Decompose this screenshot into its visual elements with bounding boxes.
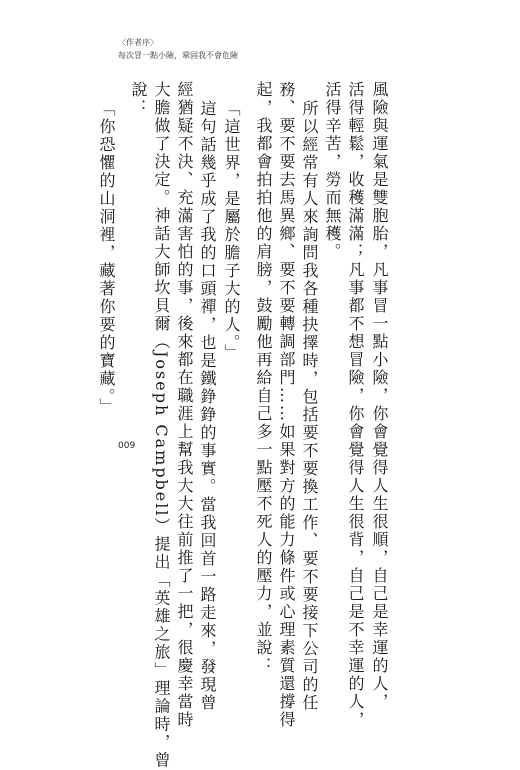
text-column-5: 務、要不要去馬異鄉、要不要轉調部門……如果對方的能力條件或心理素質還撐得 xyxy=(277,81,296,729)
text-column-7: 這句話幾乎成了我的口頭禪，也是鐵錚錚的事實。當我回首一路走來，發現曾 xyxy=(198,100,217,712)
text-column-6: 起，我都會拍拍他的肩膀，鼓勵他再給自己多一點壓不死人的壓力，並說： xyxy=(254,81,273,675)
text-column-8: 經猶疑不決、充滿害怕的事，後來都在職涯上幫我大大往前推了一把，很慶幸當時 xyxy=(175,81,194,729)
header-section-label: 〈作者序〉 xyxy=(118,38,158,47)
quote-column-2: 「你恐懼的山洞裡，藏著你要的寶藏。」 xyxy=(97,100,116,416)
running-header xyxy=(118,36,238,62)
page-number: 009 xyxy=(118,441,136,451)
text-column-4: 所以經常有人來詢問我各種抉擇時，包括要不要換工作、要不要接下公司的任 xyxy=(300,100,319,712)
text-column-10: 說： xyxy=(129,81,148,117)
text-column-1: 風險與運氣是雙胞胎，凡事冒一點小險，你會覺得人生很順，自己是幸運的人， xyxy=(370,81,389,711)
text-column-3: 活得辛苦，勞而無穫。 xyxy=(323,81,342,261)
header-subtitle: 每次冒一點小險，鞏固我不會危險 xyxy=(118,51,238,60)
quote-column-1: 「這世界，是屬於膽子大的人。」 xyxy=(222,100,241,362)
text-column-9: 大膽做了決定。神話大師坎貝爾（Joseph Campbell）提出「英雄之旅」理論時，曾 xyxy=(152,81,171,770)
text-column-2: 活得輕鬆，收穫滿滿；凡事都不想冒險，你會覺得人生很背，自己是不幸運的人， xyxy=(346,81,365,729)
